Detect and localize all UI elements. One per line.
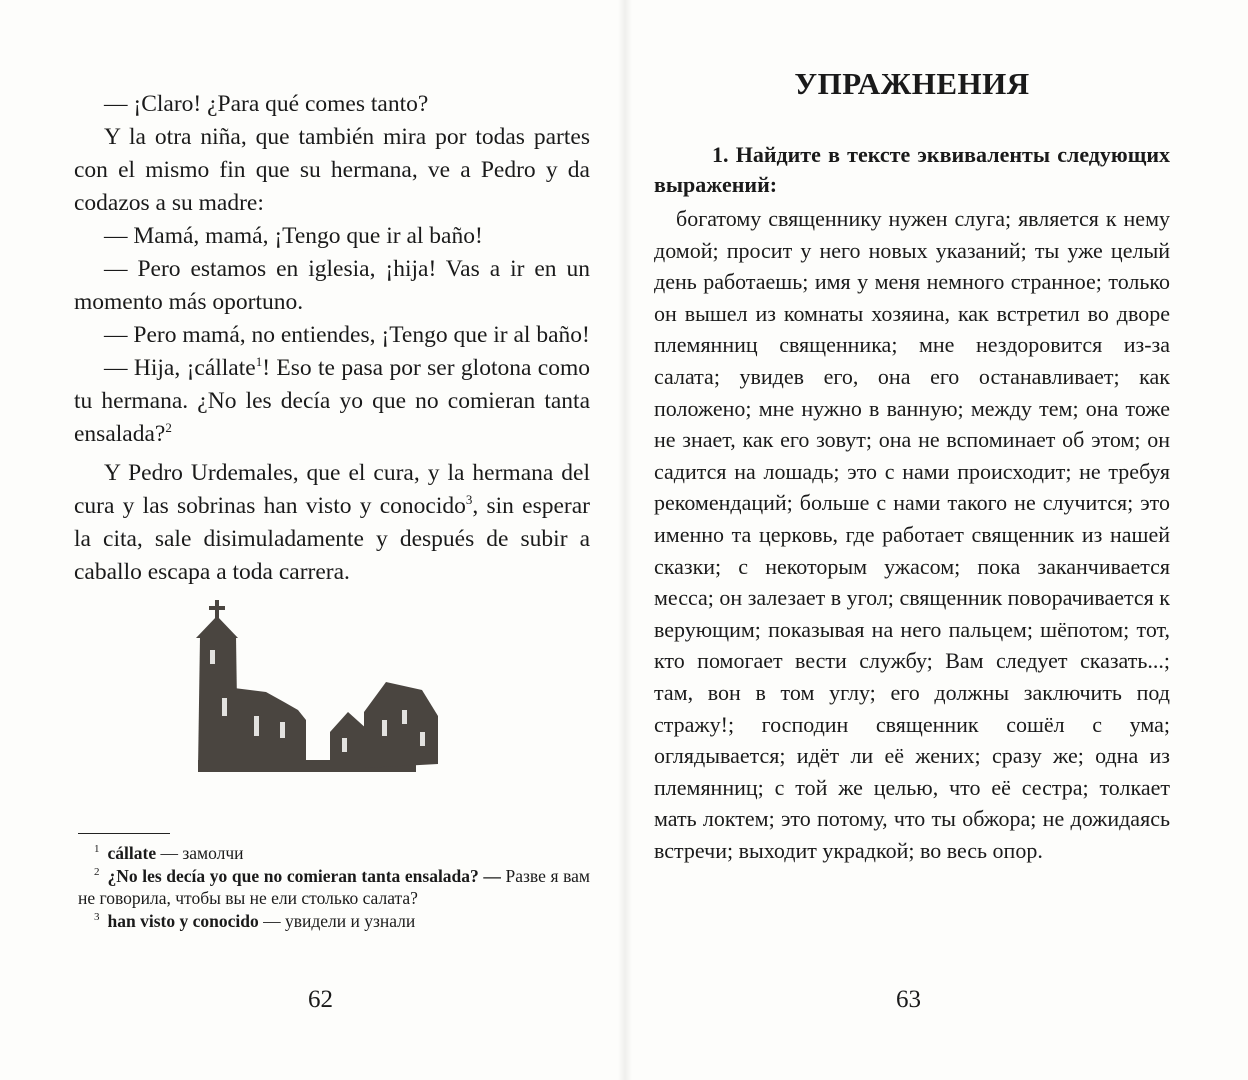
page-number-left: 62 xyxy=(308,986,333,1013)
footnote-divider xyxy=(78,833,170,834)
footnote-text: — замолчи xyxy=(156,843,244,863)
footnote xyxy=(78,865,590,910)
paragraph: — Pero estamos en iglesia, ¡hija! Vas a ir en un momento más oportuno. xyxy=(74,256,590,315)
footnote-term: han visto y conocido xyxy=(107,910,259,931)
text-run: Y Pedro Urdemales, que el cura, y la hermana del cura y las sobrinas han visto y conocido xyxy=(74,460,590,519)
footnote-number: 2 xyxy=(94,865,100,878)
exercise-body: богатому священнику нужен слуга; является к нему домой; просит у него новых указаний; ты уже целый день работаешь; имя у меня немного странное; только он вышел из комнаты хозяина, как встретил во дворе племянниц священника; мне нездоровится из-за салата; увидев его, она его останавливает; как положено; мне нужно в ванную; между тем; она тоже не знает, как его зовут; она не вспоминает об этом; он садится на лошадь; это с нами происходит; не требуя рекомендаций; больше с нами такого не случится; это именно та церковь, где работает священник из нашей сказки; с некоторым ужасом; пока заканчивается месса; он залезает в угол; священник поворачивается к верующим; показывая на него пальцем; шёпотом; тот, кто помогает вести службу; Вам следует сказать...; там, вон в том углу; его должны заключить под стражу!; господин священник сошёл с ума; оглядывается; идёт ли её жених; сразу же; одна из племянниц; с той же целью, что её сестра; толкает мать локтем; это потому, что ты обжора; не дожидаясь встречи; выходит украдкой; во весь опор. xyxy=(654,206,1170,863)
text-run: — Hija, ¡cállate xyxy=(104,355,256,381)
footnote-ref: 3 xyxy=(465,492,473,508)
footnote-text: — увидели и узнали xyxy=(258,910,416,931)
paragraph: — ¡Claro! ¿Para qué comes tanto? xyxy=(104,91,429,117)
footnote-ref: 2 xyxy=(165,420,172,436)
footnotes xyxy=(78,842,590,932)
footnote-ref: 1 xyxy=(255,354,263,370)
left-page-text xyxy=(74,88,590,589)
text-run: , sin esperar la cita, sale disimuladamente y después de subir a caballo escapa a toda carrera. xyxy=(74,493,591,585)
section-title: УПРАЖНЕНИЯ xyxy=(794,66,1030,101)
footnote xyxy=(78,842,590,865)
page-number-right: 63 xyxy=(896,986,921,1013)
paragraph xyxy=(74,352,590,451)
exercise-task: 1. Найдите в тексте эквиваленты следующих выражений: xyxy=(654,142,1170,197)
paragraph: — Pero mamá, no entiendes, ¡Tengo que ir al baño! xyxy=(104,322,590,348)
footnote-text: Разве я вам не говорила, чтобы вы не ели столько салата? xyxy=(78,865,590,908)
paragraph xyxy=(74,457,590,589)
footnote-number: 1 xyxy=(94,843,100,856)
text-run: ! Eso te pasa por ser glotona como tu hermana. ¿No les decía yo que no comieran tanta ensalada? xyxy=(74,355,590,447)
footnote-number: 3 xyxy=(94,910,100,923)
footnote-term: cállate xyxy=(107,843,157,863)
church-illustration xyxy=(188,598,508,776)
paragraph: Y la otra niña, que también mira por todas partes con el mismo fin que su hermana, ve a Pedro y da codazos a su madre: xyxy=(74,124,590,216)
footnote-term: ¿No les decía yo que no comieran tanta ensalada? — xyxy=(107,865,501,886)
footnote xyxy=(78,910,590,933)
paragraph: — Mamá, mamá, ¡Tengo que ir al baño! xyxy=(104,223,483,249)
page-gutter xyxy=(618,0,632,1080)
